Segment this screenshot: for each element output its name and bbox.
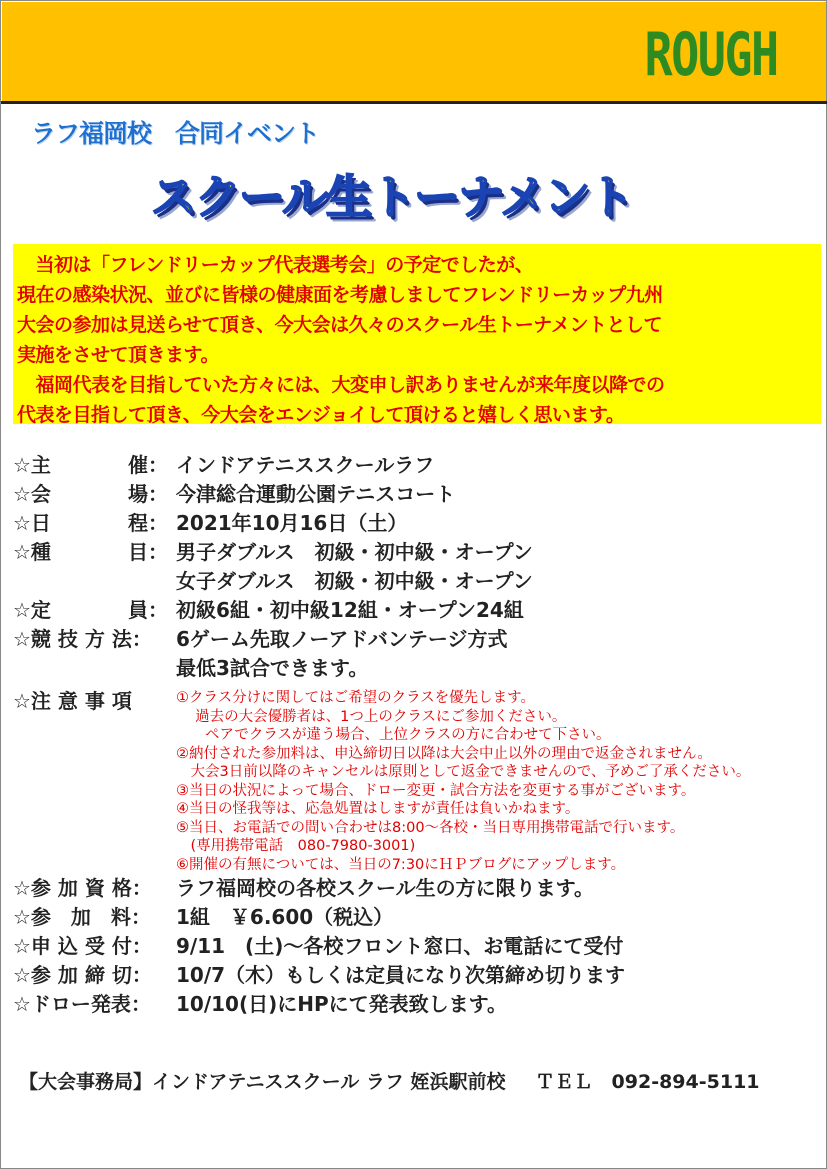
detail-label: 程: [128, 511, 148, 535]
colon: ：: [148, 511, 168, 535]
detail-label: ☆ドロー発表: [13, 992, 131, 1016]
notice-line: 現在の感染状況、並びに皆様の健康面を考慮しましてフレンドリーカップ九州: [17, 284, 663, 306]
notice-line: 大会の参加は見送らせて頂き、今大会は久々のスクール生トーナメントとして: [17, 314, 663, 336]
detail-label: ☆競 技 方 法: [13, 627, 132, 651]
note-line: (専用携帯電話 080-7980-3001): [176, 838, 416, 854]
detail-label: ☆注 意 事 項: [13, 689, 132, 713]
detail-organizer: [13, 451, 818, 480]
notice-line: 当初は「フレンドリーカップ代表選考会」の予定でしたが、: [17, 254, 534, 276]
detail-format: [13, 625, 818, 683]
detail-value: 女子ダブルス 初級・初中級・オープン: [176, 569, 533, 593]
detail-value: 6ゲーム先取ノーアドバンテージ方式: [176, 627, 508, 651]
detail-label: 員: [128, 598, 148, 622]
note-line: ⑤当日、お電話での問い合わせは8:00～各校・当日専用携帯電話で行います。: [176, 819, 685, 836]
detail-value: 10/7（木）もしくは定員になり次第締め切ります: [176, 963, 626, 987]
detail-value: 今津総合運動公園テニスコート: [176, 482, 456, 506]
detail-eligibility: [13, 874, 818, 903]
colon: ：: [148, 482, 168, 506]
detail-value: 男子ダブルス 初級・初中級・オープン: [176, 540, 533, 564]
notice-line: 代表を目指して頂き、今大会をエンジョイして頂けると嬉しく思います。: [17, 404, 625, 426]
colon: ：: [131, 963, 152, 987]
detail-notes: [13, 687, 818, 874]
colon: ：: [148, 453, 168, 477]
detail-label: ☆参 加 料: [13, 905, 131, 929]
detail-venue: [13, 480, 818, 509]
header-banner: [2, 2, 826, 102]
detail-label: ☆参 加 締 切: [13, 963, 132, 987]
detail-label: ☆会: [13, 482, 51, 506]
detail-label: ☆参 加 資 格: [13, 876, 132, 900]
detail-value: 最低3試合できます。: [176, 656, 369, 680]
office-name: 【大会事務局】インドアテニススクール ラフ 姪浜駅前校: [19, 1071, 506, 1093]
note-line: ①クラス分けに関してはご希望のクラスを優先します。: [176, 690, 535, 706]
detail-fee: [13, 903, 818, 932]
office-phone: ＴＥＬ 092-894-5111: [535, 1071, 760, 1093]
colon: ：: [148, 598, 168, 622]
detail-label: ☆日: [13, 511, 51, 535]
detail-application: [13, 932, 818, 961]
footer-contact: [19, 1067, 760, 1094]
event-subtitle: ラフ福岡校 合同イベント: [31, 119, 320, 148]
detail-events: [13, 538, 818, 596]
colon: ：: [131, 876, 152, 900]
notice-line: 福岡代表を目指していた方々には、大変申し訳ありませんが来年度以降での: [17, 374, 665, 396]
detail-label: ☆申 込 受 付: [13, 934, 132, 958]
notice-line: 実施をさせて頂きます。: [17, 344, 219, 366]
rough-logo: ROUGH: [644, 20, 778, 90]
note-line: 大会3日前以降のキャンセルは原則として返金できませんので、予めご了承ください。: [176, 764, 751, 780]
detail-value: 初級6組・初中級12組・オープン24組: [176, 598, 524, 622]
note-line: ③当日の状況によって場合、ドロー変更・試合方法を変更する事がございます。: [176, 782, 696, 799]
detail-capacity: [13, 596, 818, 625]
detail-value: 2021年10月16日（土）: [176, 511, 408, 535]
detail-deadline: [13, 961, 818, 990]
colon: ：: [130, 992, 151, 1016]
colon: ：: [131, 627, 152, 651]
event-details: [13, 451, 818, 1019]
detail-label: ☆主: [13, 453, 51, 477]
detail-label: ☆定: [13, 598, 51, 622]
detail-value: 10/10(日)にHPにて発表致します。: [176, 992, 508, 1016]
event-title: スクール生トーナメント: [151, 170, 633, 224]
header-divider: [1, 101, 827, 104]
detail-value: 9/11 (土)～各校フロント窓口、お電話にて受付: [176, 934, 624, 958]
note-line: ⑥開催の有無については、当日の7:30にＨＰブログにアップします。: [176, 856, 626, 873]
detail-value: 1組 ￥6.600（税込）: [176, 905, 394, 929]
detail-value: ラフ福岡校の各校スクール生の方に限ります。: [176, 876, 594, 900]
notes-list: [176, 687, 750, 874]
colon: ：: [130, 905, 151, 929]
detail-label: 催: [128, 453, 148, 477]
notice-box: [13, 244, 821, 424]
note-line: ペアでクラスが違う場合、上位クラスの方に合わせて下さい。: [176, 727, 611, 743]
note-line: 過去の大会優勝者は、1つ上のクラスにご参加ください。: [176, 708, 567, 725]
detail-draw: [13, 990, 818, 1019]
detail-label: 目: [128, 540, 148, 564]
detail-label: ☆種: [13, 540, 51, 564]
detail-label: 場: [128, 482, 148, 506]
detail-value: インドアテニススクールラフ: [176, 453, 435, 477]
detail-date: [13, 509, 818, 538]
colon: ：: [131, 934, 152, 958]
colon: ：: [148, 540, 168, 564]
note-line: ②納付された参加料は、申込締切日以降は大会中止以外の理由で返金されません。: [176, 745, 712, 762]
note-line: ④当日の怪我等は、応急処置はしますが責任は負いかねます。: [176, 801, 580, 817]
